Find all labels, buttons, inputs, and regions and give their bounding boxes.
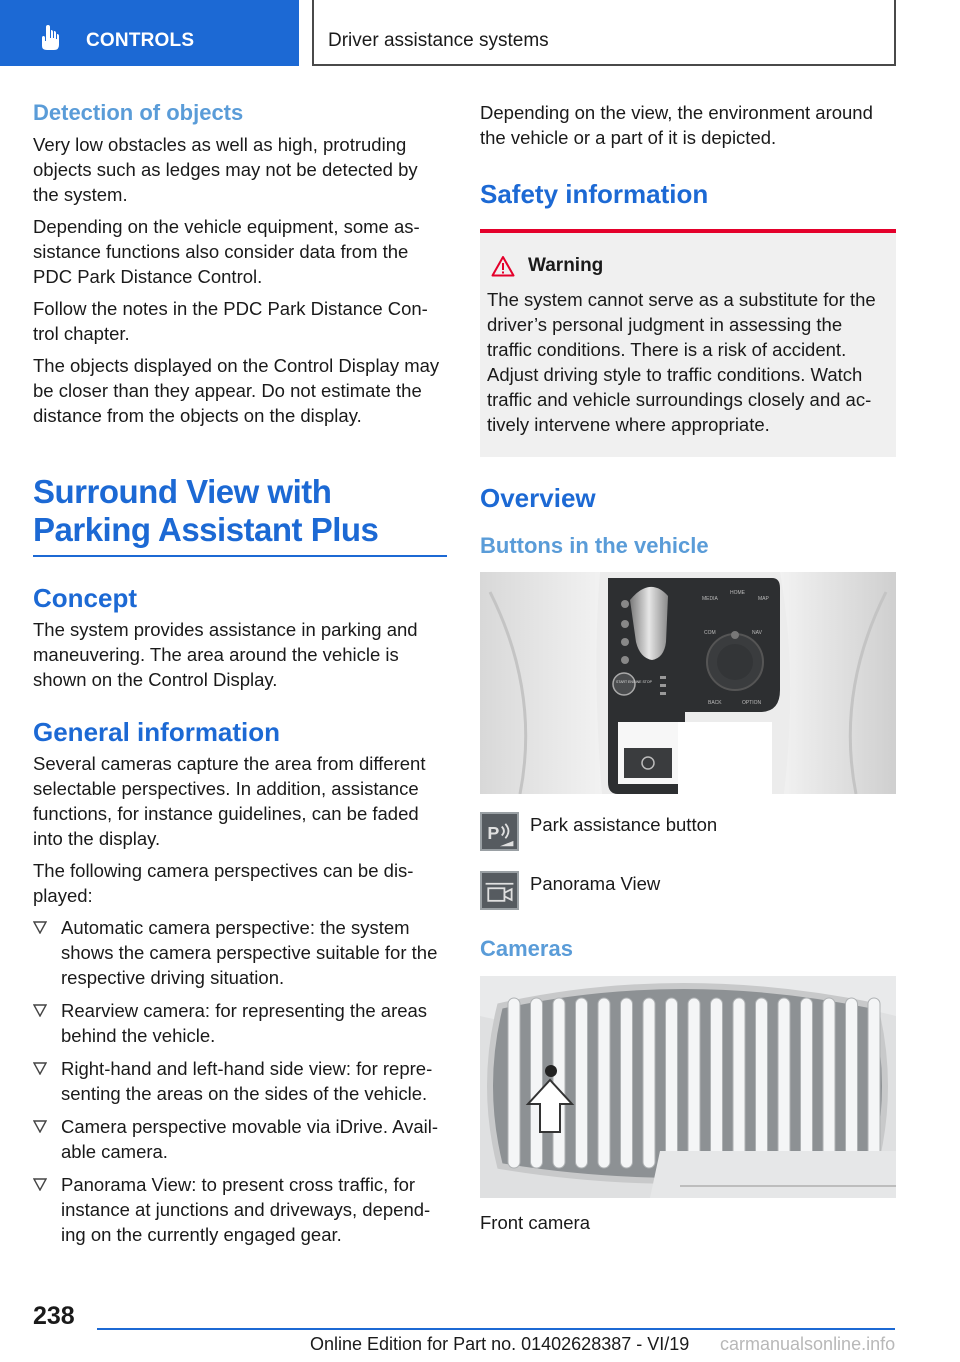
button-item	[480, 812, 896, 851]
grille-bar	[553, 998, 565, 1168]
left-column	[33, 100, 447, 1255]
grille-bar	[823, 998, 835, 1168]
svg-text:P: P	[487, 823, 500, 844]
section-tab	[0, 0, 299, 66]
map-label: MAP	[758, 596, 769, 602]
chapter-title: Driver assistance systems	[328, 30, 549, 51]
warning-triangle-icon	[491, 255, 515, 277]
grille-bar	[733, 998, 745, 1168]
page-header	[0, 0, 960, 66]
grille-bar	[666, 998, 678, 1168]
center-console-illustration	[480, 572, 896, 794]
list-item	[33, 1114, 447, 1164]
panorama-view-icon	[480, 871, 519, 910]
button-item-label: Panorama View	[530, 873, 661, 894]
watermark: carmanualsonline.info	[720, 1334, 896, 1354]
overview-heading: Overview	[480, 483, 596, 513]
page-number: 238	[33, 1302, 75, 1330]
warning-header	[487, 255, 890, 277]
front-camera-caption: Front camera	[480, 1212, 591, 1233]
main-heading-line1: Surround View with	[33, 473, 332, 510]
grille-bar	[756, 998, 768, 1168]
safety-heading: Safety information	[480, 179, 709, 209]
triangle-bullet-icon	[33, 1062, 47, 1075]
warning-title: Warning	[528, 255, 604, 276]
perspective-list	[33, 915, 447, 1247]
section-label: CONTROLS	[86, 30, 195, 51]
hand-pointer-icon	[36, 24, 64, 52]
chapter-box	[312, 0, 896, 66]
grille-bar	[846, 998, 858, 1168]
paragraph: The objects displayed on the Control Display may be closer than they appear. Do not estimate the distance from the objects on the display.	[33, 355, 440, 426]
media-label: MEDIA	[702, 596, 718, 602]
main-heading-line2: Parking Assistant Plus	[33, 511, 379, 548]
grille-bar	[868, 998, 880, 1168]
park-assist-icon	[480, 812, 519, 851]
grille-bar	[643, 998, 655, 1168]
concept-heading: Concept	[33, 583, 137, 613]
right-column	[480, 100, 896, 1242]
warning-box	[480, 233, 896, 457]
grille-bar	[801, 998, 813, 1168]
general-heading: General information	[33, 717, 281, 747]
triangle-bullet-icon	[33, 1120, 47, 1133]
console-image	[480, 572, 896, 794]
triangle-bullet-icon	[33, 1178, 47, 1191]
grille-image	[480, 976, 896, 1198]
front-grille-illustration	[480, 976, 896, 1198]
grille-bar	[688, 998, 700, 1168]
warning-text: The system cannot serve as a substitute for the driver’s personal judgment in assessing the traffic conditions. There is a risk of accident. Adjust driving style to traffic conditions. Watch traffic and vehicle surroundings closely and ac‐ tively intervene where appropriate.	[487, 289, 876, 435]
buttons-heading: Buttons in the vehicle	[480, 533, 709, 558]
option-label: OPTION	[742, 700, 762, 706]
concept-paragraph: The system provides assistance in parking and maneuvering. The area around the vehicle is shown on the Control Display.	[33, 619, 418, 690]
paragraph: Several cameras capture the area from different selectable perspectives. In addition, assistance functions, for instance guidelines, can be faded into the display.	[33, 753, 426, 849]
detection-heading: Detection of objects	[33, 100, 244, 125]
button-item-label: Park assistance button	[530, 814, 718, 835]
list-item-text: Panorama View: to present cross traffic, for instance at junctions and driveways, depend‐ ing on the currently engaged gear.	[61, 1174, 431, 1245]
nav-label: NAV	[752, 630, 762, 636]
grille-bar	[778, 998, 790, 1168]
grille-bar	[598, 998, 610, 1168]
paragraph: The following camera perspectives can be dis‐ played:	[33, 860, 414, 906]
list-item-text: Automatic camera perspective: the system shows the camera perspective suitable for the respective driving situation.	[61, 917, 438, 988]
grille-bar	[711, 998, 723, 1168]
start-stop-label: START ENGINE STOP	[616, 680, 652, 684]
intro-paragraph: Depending on the view, the environment around the vehicle or a part of it is depicted.	[480, 102, 873, 148]
footer-rule	[97, 1328, 895, 1330]
paragraph: Follow the notes in the PDC Park Distance Con‐ trol chapter.	[33, 298, 428, 344]
button-item	[480, 871, 896, 910]
home-label: HOME	[730, 590, 745, 596]
grille-bar	[621, 998, 633, 1168]
grille-bars	[508, 998, 880, 1168]
back-label: BACK	[708, 700, 722, 706]
paragraph: Very low obstacles as well as high, protruding objects such as ledges may not be detected by the system.	[33, 134, 418, 205]
list-item-text: Rearview camera: for representing the areas behind the vehicle.	[61, 1000, 428, 1046]
list-item	[33, 915, 447, 990]
list-item	[33, 998, 447, 1048]
paragraph: Depending on the vehicle equipment, some as‐ sistance functions also consider data from the PDC Park Distance Control.	[33, 216, 420, 287]
triangle-bullet-icon	[33, 1004, 47, 1017]
triangle-bullet-icon	[33, 921, 47, 934]
list-item-text: Right-hand and left-hand side view: for repre‐ senting the areas on the sides of the vehicle.	[61, 1058, 433, 1104]
list-item-text: Camera perspective movable via iDrive. Avail‐ able camera.	[61, 1116, 439, 1162]
edition-text: Online Edition for Part no. 01402628387 - VI/19	[310, 1334, 690, 1354]
com-label: COM	[704, 630, 716, 636]
list-item	[33, 1056, 447, 1106]
grille-bar	[508, 998, 520, 1168]
list-item	[33, 1172, 447, 1247]
grille-bar	[531, 998, 543, 1168]
grille-bar	[576, 998, 588, 1168]
cameras-heading: Cameras	[480, 936, 573, 961]
